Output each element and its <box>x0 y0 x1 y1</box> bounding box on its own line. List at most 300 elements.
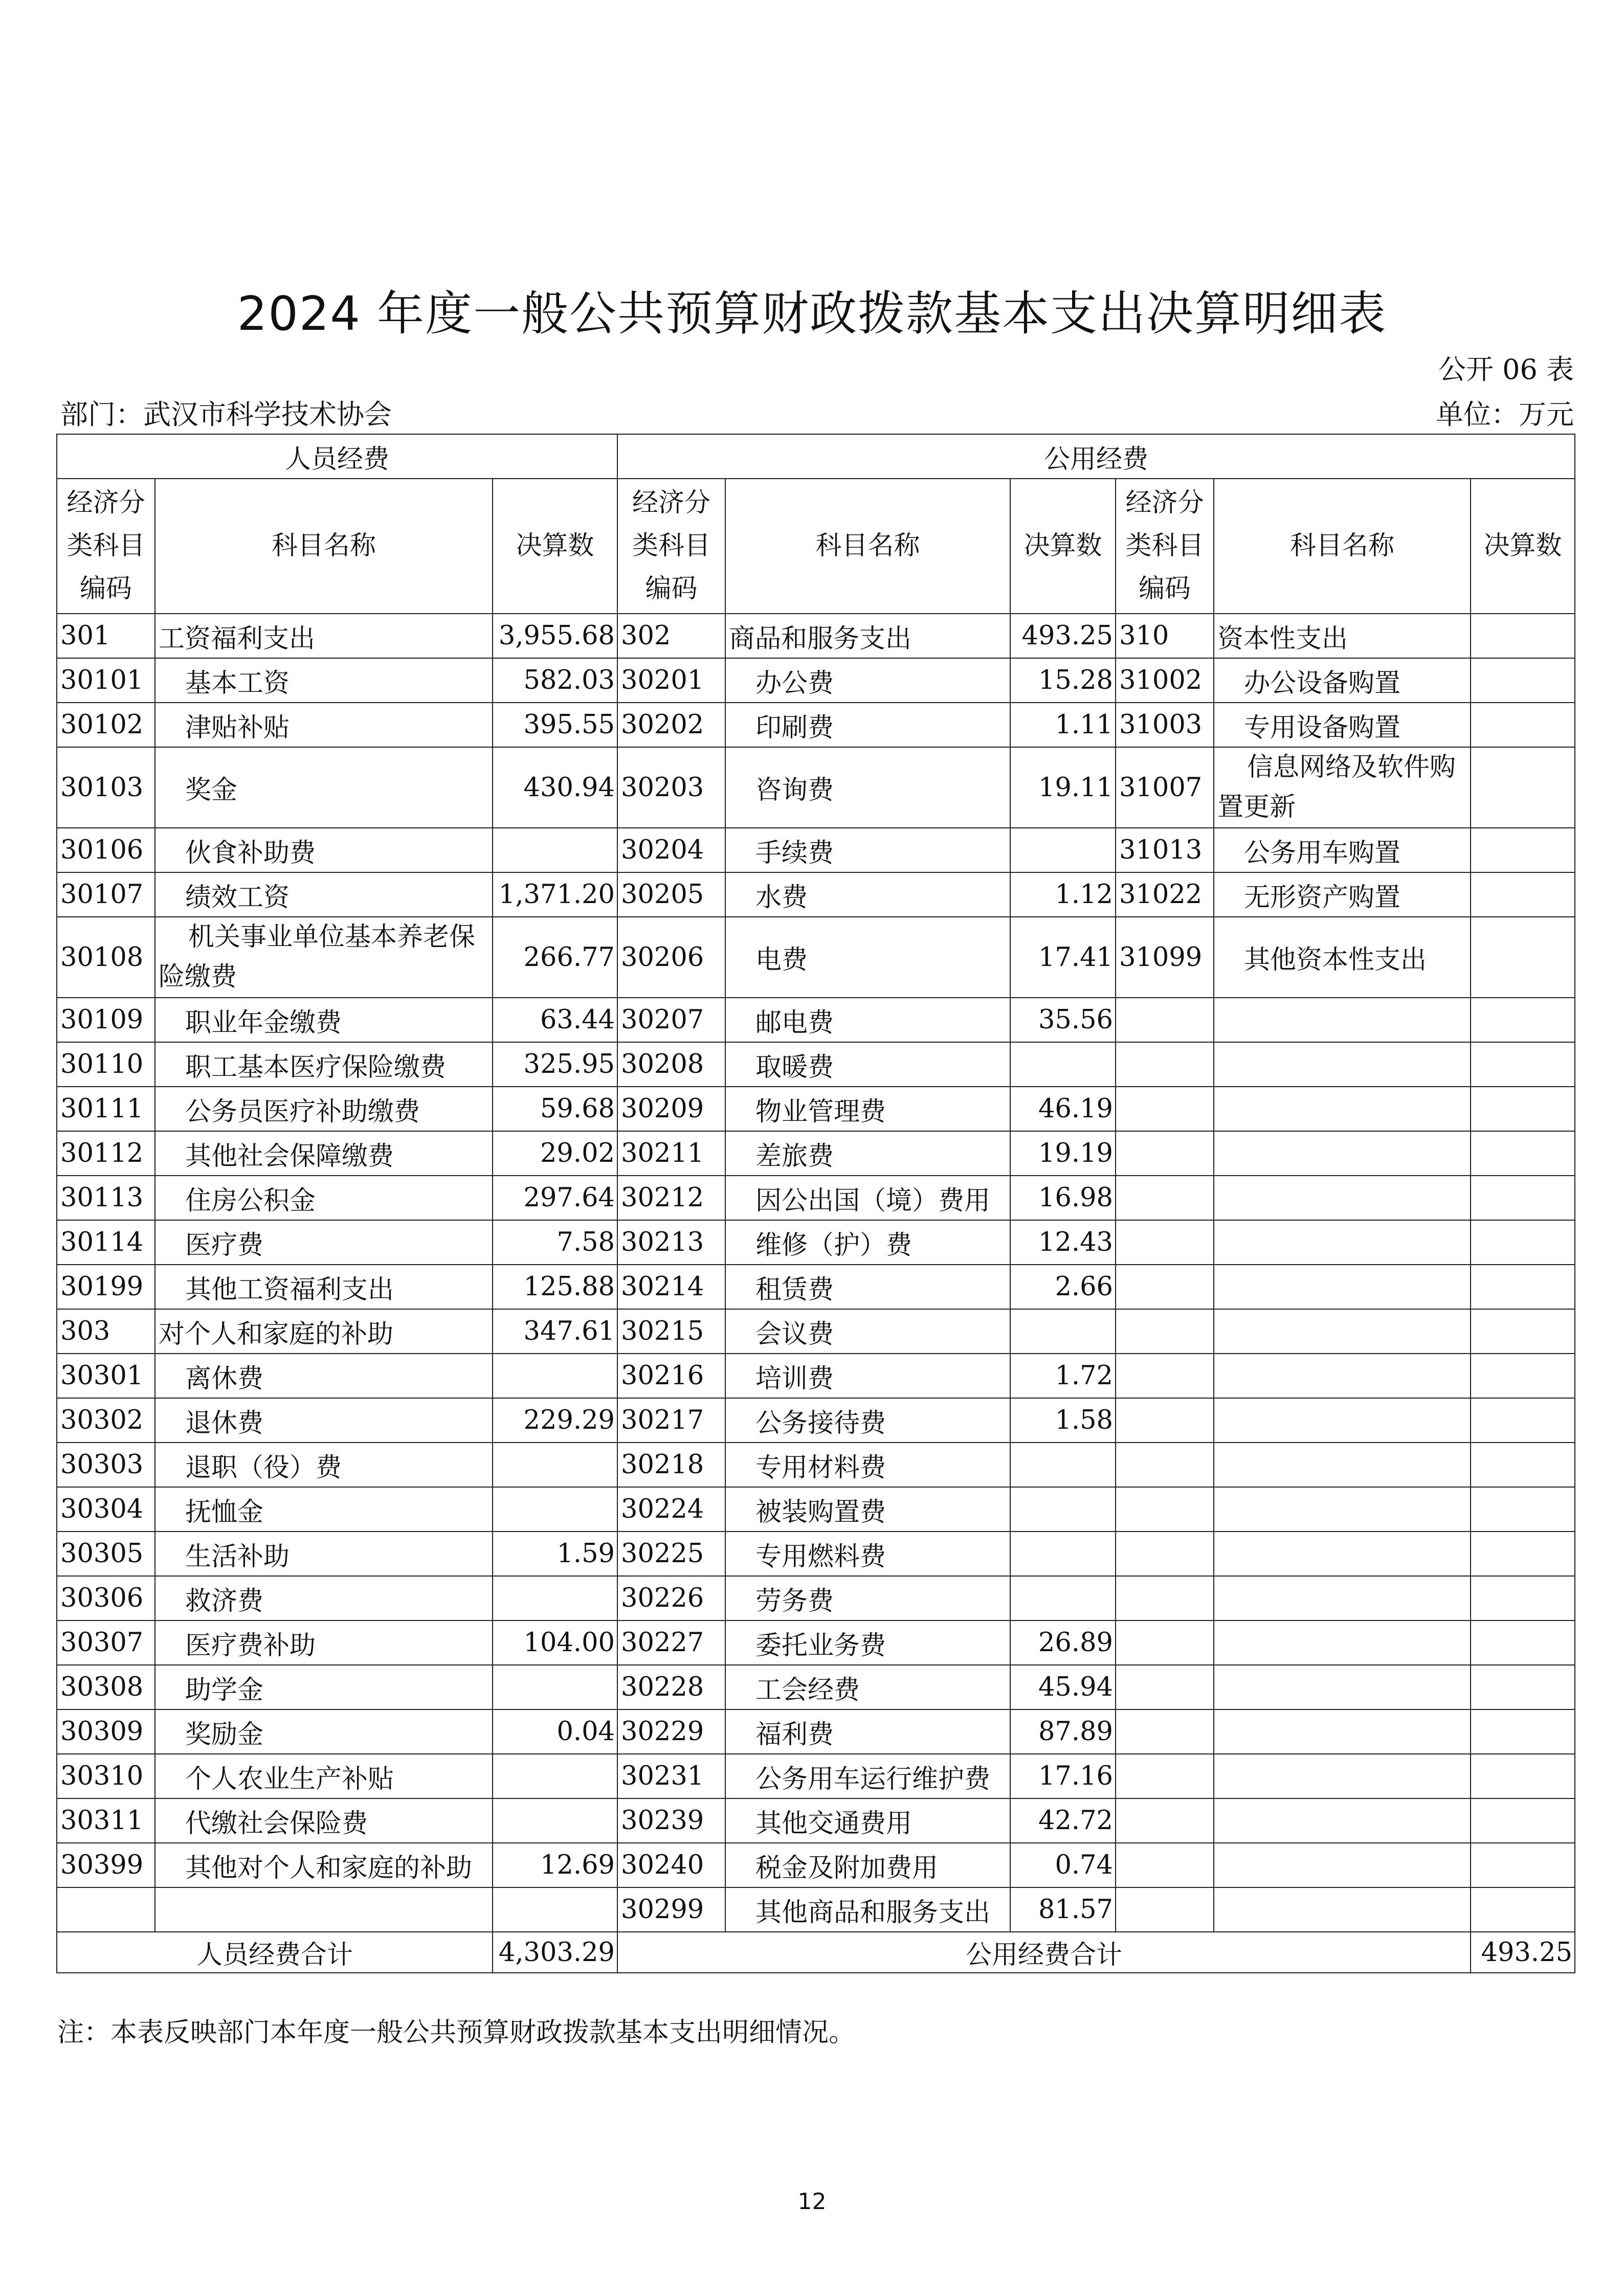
table-code: 公开 06 表 <box>1438 353 1574 386</box>
public-name-cell: 手续费 <box>725 828 1010 872</box>
public-code-cell: 30228 <box>617 1665 725 1709</box>
public-name-cell: 税金及附加费用 <box>725 1843 1010 1887</box>
personnel-amount-cell: 297.64 <box>493 1176 617 1220</box>
capital-name-cell <box>1214 1131 1471 1176</box>
capital-name-cell <box>1214 1443 1471 1487</box>
personnel-name-cell: 退休费 <box>155 1398 493 1443</box>
personnel-amount-cell: 430.94 <box>493 747 617 828</box>
public-amount-cell: 15.28 <box>1010 658 1116 703</box>
public-amount-cell: 19.11 <box>1010 747 1116 828</box>
public-name-cell: 邮电费 <box>725 998 1010 1042</box>
capital-code-cell <box>1116 998 1214 1042</box>
public-amount-cell <box>1010 1487 1116 1532</box>
public-code-cell: 30299 <box>617 1887 725 1932</box>
table-row <box>57 1354 1575 1398</box>
capital-code-cell <box>1116 1265 1214 1309</box>
capital-name-cell <box>1214 1665 1471 1709</box>
header-amount: 决算数 <box>1010 479 1116 614</box>
capital-amount-cell <box>1471 872 1575 917</box>
personnel-name-cell: 机关事业单位基本养老保险缴费 <box>155 917 493 998</box>
capital-name-cell <box>1214 1176 1471 1220</box>
public-name-cell: 物业管理费 <box>725 1087 1010 1131</box>
table-row <box>57 1487 1575 1532</box>
table-note: 注：本表反映部门本年度一般公共预算财政拨款基本支出明细情况。 <box>57 2017 856 2048</box>
table-row <box>57 1665 1575 1709</box>
personnel-code-cell: 30306 <box>57 1576 155 1620</box>
public-amount-cell: 46.19 <box>1010 1087 1116 1131</box>
personnel-code-cell <box>57 1887 155 1932</box>
personnel-name-cell: 抚恤金 <box>155 1487 493 1532</box>
table-row <box>57 658 1575 703</box>
capital-name-cell: 公务用车购置 <box>1214 828 1471 872</box>
personnel-code-cell: 30103 <box>57 747 155 828</box>
personnel-amount-cell: 395.55 <box>493 703 617 747</box>
capital-name-cell: 办公设备购置 <box>1214 658 1471 703</box>
capital-amount-cell <box>1471 1620 1575 1665</box>
capital-amount-cell <box>1471 1887 1575 1932</box>
capital-amount-cell <box>1471 1265 1575 1309</box>
public-code-cell: 30203 <box>617 747 725 828</box>
personnel-amount-cell: 0.04 <box>493 1709 617 1754</box>
capital-name-cell <box>1214 1042 1471 1087</box>
header-code: 经济分类科目编码 <box>57 479 155 614</box>
section-header-row <box>57 434 1575 479</box>
personnel-name-cell: 个人农业生产补贴 <box>155 1754 493 1798</box>
table-row <box>57 1887 1575 1932</box>
personnel-amount-cell <box>493 1887 617 1932</box>
public-name-cell: 水费 <box>725 872 1010 917</box>
public-amount-cell: 35.56 <box>1010 998 1116 1042</box>
table-row <box>57 1176 1575 1220</box>
public-name-cell: 专用燃料费 <box>725 1532 1010 1576</box>
public-code-cell: 30229 <box>617 1709 725 1754</box>
personnel-name-cell: 生活补助 <box>155 1532 493 1576</box>
table-row <box>57 1443 1575 1487</box>
public-amount-cell <box>1010 1309 1116 1354</box>
capital-code-cell: 31099 <box>1116 917 1214 998</box>
public-name-cell: 被装购置费 <box>725 1487 1010 1532</box>
public-amount-cell <box>1010 1443 1116 1487</box>
personnel-name-cell: 基本工资 <box>155 658 493 703</box>
table-row <box>57 1265 1575 1309</box>
capital-code-cell <box>1116 1887 1214 1932</box>
personnel-code-cell: 30102 <box>57 703 155 747</box>
public-code-cell: 30225 <box>617 1532 725 1576</box>
public-amount-cell: 1.72 <box>1010 1354 1116 1398</box>
capital-code-cell <box>1116 1220 1214 1265</box>
public-amount-cell: 16.98 <box>1010 1176 1116 1220</box>
table-row <box>57 1620 1575 1665</box>
capital-name-cell <box>1214 1754 1471 1798</box>
public-name-cell: 公务接待费 <box>725 1398 1010 1443</box>
capital-amount-cell <box>1471 1309 1575 1354</box>
table-row <box>57 1220 1575 1265</box>
capital-name-cell <box>1214 1843 1471 1887</box>
personnel-amount-cell <box>493 1443 617 1487</box>
personnel-name-cell <box>155 1887 493 1932</box>
table-row <box>57 872 1575 917</box>
personnel-name-cell: 职业年金缴费 <box>155 998 493 1042</box>
public-amount-cell: 19.19 <box>1010 1131 1116 1176</box>
public-code-cell: 30208 <box>617 1042 725 1087</box>
personnel-name-cell: 其他社会保障缴费 <box>155 1131 493 1176</box>
capital-amount-cell <box>1471 1087 1575 1131</box>
public-amount-cell: 81.57 <box>1010 1887 1116 1932</box>
capital-name-cell <box>1214 1798 1471 1843</box>
capital-name-cell: 专用设备购置 <box>1214 703 1471 747</box>
expenditure-table <box>56 434 1575 1973</box>
personnel-amount-cell <box>493 1354 617 1398</box>
personnel-name-cell: 对个人和家庭的补助 <box>155 1309 493 1354</box>
personnel-name-cell: 住房公积金 <box>155 1176 493 1220</box>
public-code-cell: 30212 <box>617 1176 725 1220</box>
personnel-name-cell: 离休费 <box>155 1354 493 1398</box>
public-code-cell: 30204 <box>617 828 725 872</box>
capital-code-cell <box>1116 1576 1214 1620</box>
public-amount-cell: 12.43 <box>1010 1220 1116 1265</box>
capital-amount-cell <box>1471 1576 1575 1620</box>
capital-name-cell <box>1214 1532 1471 1576</box>
capital-amount-cell <box>1471 1798 1575 1843</box>
capital-name-cell: 无形资产购置 <box>1214 872 1471 917</box>
public-code-cell: 30216 <box>617 1354 725 1398</box>
capital-name-cell <box>1214 1354 1471 1398</box>
capital-name-cell <box>1214 1887 1471 1932</box>
table-row <box>57 1709 1575 1754</box>
public-code-cell: 30224 <box>617 1487 725 1532</box>
personnel-amount-cell: 12.69 <box>493 1843 617 1887</box>
public-amount-cell: 1.58 <box>1010 1398 1116 1443</box>
header-name: 科目名称 <box>725 479 1010 614</box>
capital-amount-cell <box>1471 1443 1575 1487</box>
public-amount-cell: 87.89 <box>1010 1709 1116 1754</box>
public-amount-cell: 0.74 <box>1010 1843 1116 1887</box>
table-row <box>57 828 1575 872</box>
capital-code-cell <box>1116 1798 1214 1843</box>
capital-code-cell: 31007 <box>1116 747 1214 828</box>
table-row <box>57 1798 1575 1843</box>
table-row <box>57 1576 1575 1620</box>
public-amount-cell <box>1010 1532 1116 1576</box>
personnel-amount-cell: 347.61 <box>493 1309 617 1354</box>
table-row <box>57 1843 1575 1887</box>
personnel-code-cell: 30113 <box>57 1176 155 1220</box>
public-code-cell: 30231 <box>617 1754 725 1798</box>
public-name-cell: 其他商品和服务支出 <box>725 1887 1010 1932</box>
table-row <box>57 1042 1575 1087</box>
personnel-name-cell: 职工基本医疗保险缴费 <box>155 1042 493 1087</box>
personnel-name-cell: 工资福利支出 <box>155 614 493 658</box>
personnel-amount-cell: 582.03 <box>493 658 617 703</box>
public-name-cell: 电费 <box>725 917 1010 998</box>
department-label: 部门：武汉市科学技术协会 <box>60 398 392 431</box>
personnel-code-cell: 30108 <box>57 917 155 998</box>
public-amount-cell <box>1010 1576 1116 1620</box>
personnel-amount-cell: 266.77 <box>493 917 617 998</box>
capital-name-cell: 资本性支出 <box>1214 614 1471 658</box>
public-code-cell: 30218 <box>617 1443 725 1487</box>
personnel-code-cell: 30310 <box>57 1754 155 1798</box>
personnel-code-cell: 30101 <box>57 658 155 703</box>
public-code-cell: 30205 <box>617 872 725 917</box>
public-amount-cell: 42.72 <box>1010 1798 1116 1843</box>
capital-name-cell <box>1214 1487 1471 1532</box>
personnel-amount-cell <box>493 828 617 872</box>
public-name-cell: 会议费 <box>725 1309 1010 1354</box>
personnel-code-cell: 30110 <box>57 1042 155 1087</box>
personnel-code-cell: 30311 <box>57 1798 155 1843</box>
public-name-cell: 差旅费 <box>725 1131 1010 1176</box>
public-name-cell: 专用材料费 <box>725 1443 1010 1487</box>
personnel-code-cell: 30302 <box>57 1398 155 1443</box>
capital-code-cell <box>1116 1042 1214 1087</box>
capital-code-cell <box>1116 1843 1214 1887</box>
totals-row <box>57 1932 1575 1973</box>
table-row <box>57 703 1575 747</box>
personnel-code-cell: 30106 <box>57 828 155 872</box>
column-header-row <box>57 479 1575 614</box>
personnel-code-cell: 30111 <box>57 1087 155 1131</box>
capital-code-cell <box>1116 1398 1214 1443</box>
public-amount-cell <box>1010 1042 1116 1087</box>
public-name-cell: 培训费 <box>725 1354 1010 1398</box>
header-amount: 决算数 <box>1471 479 1575 614</box>
public-name-cell: 劳务费 <box>725 1576 1010 1620</box>
table-row <box>57 614 1575 658</box>
table-row <box>57 1532 1575 1576</box>
public-amount-cell: 1.11 <box>1010 703 1116 747</box>
public-amount-cell: 17.16 <box>1010 1754 1116 1798</box>
page-title: 2024 年度一般公共预算财政拨款基本支出决算明细表 <box>237 286 1387 341</box>
capital-amount-cell <box>1471 998 1575 1042</box>
table-row <box>57 998 1575 1042</box>
personnel-amount-cell: 229.29 <box>493 1398 617 1443</box>
capital-code-cell <box>1116 1087 1214 1131</box>
capital-amount-cell <box>1471 703 1575 747</box>
public-code-cell: 30227 <box>617 1620 725 1665</box>
public-name-cell: 其他交通费用 <box>725 1798 1010 1843</box>
personnel-name-cell: 绩效工资 <box>155 872 493 917</box>
public-amount-cell: 26.89 <box>1010 1620 1116 1665</box>
personnel-name-cell: 退职（役）费 <box>155 1443 493 1487</box>
capital-amount-cell <box>1471 1176 1575 1220</box>
header-amount: 决算数 <box>493 479 617 614</box>
public-total-value: 493.25 <box>1471 1932 1575 1973</box>
personnel-name-cell: 奖励金 <box>155 1709 493 1754</box>
header-name: 科目名称 <box>155 479 493 614</box>
capital-amount-cell <box>1471 1220 1575 1265</box>
personnel-name-cell: 医疗费补助 <box>155 1620 493 1665</box>
public-code-cell: 30206 <box>617 917 725 998</box>
public-code-cell: 30226 <box>617 1576 725 1620</box>
public-code-cell: 30201 <box>617 658 725 703</box>
public-total-label: 公用经费合计 <box>617 1932 1471 1973</box>
capital-code-cell <box>1116 1176 1214 1220</box>
personnel-amount-cell: 63.44 <box>493 998 617 1042</box>
capital-code-cell <box>1116 1620 1214 1665</box>
capital-name-cell: 信息网络及软件购置更新 <box>1214 747 1471 828</box>
personnel-name-cell: 其他对个人和家庭的补助 <box>155 1843 493 1887</box>
capital-amount-cell <box>1471 917 1575 998</box>
public-amount-cell: 493.25 <box>1010 614 1116 658</box>
personnel-amount-cell <box>493 1665 617 1709</box>
personnel-name-cell: 助学金 <box>155 1665 493 1709</box>
capital-name-cell <box>1214 1220 1471 1265</box>
public-amount-cell <box>1010 828 1116 872</box>
personnel-code-cell: 303 <box>57 1309 155 1354</box>
capital-name-cell <box>1214 1309 1471 1354</box>
unit-label: 单位：万元 <box>1436 398 1574 431</box>
personnel-code-cell: 30305 <box>57 1532 155 1576</box>
table-row <box>57 1398 1575 1443</box>
capital-amount-cell <box>1471 1754 1575 1798</box>
capital-name-cell <box>1214 1087 1471 1131</box>
personnel-amount-cell: 1,371.20 <box>493 872 617 917</box>
personnel-amount-cell: 3,955.68 <box>493 614 617 658</box>
capital-code-cell: 310 <box>1116 614 1214 658</box>
capital-amount-cell <box>1471 747 1575 828</box>
personnel-amount-cell <box>493 1487 617 1532</box>
capital-code-cell <box>1116 1354 1214 1398</box>
personnel-code-cell: 30301 <box>57 1354 155 1398</box>
capital-code-cell <box>1116 1309 1214 1354</box>
capital-code-cell <box>1116 1665 1214 1709</box>
capital-amount-cell <box>1471 1398 1575 1443</box>
personnel-name-cell: 奖金 <box>155 747 493 828</box>
personnel-code-cell: 30303 <box>57 1443 155 1487</box>
table-row <box>57 1754 1575 1798</box>
personnel-amount-cell: 59.68 <box>493 1087 617 1131</box>
capital-name-cell <box>1214 1265 1471 1309</box>
personnel-name-cell: 伙食补助费 <box>155 828 493 872</box>
capital-amount-cell <box>1471 1354 1575 1398</box>
personnel-amount-cell: 7.58 <box>493 1220 617 1265</box>
public-name-cell: 印刷费 <box>725 703 1010 747</box>
header-name: 科目名称 <box>1214 479 1471 614</box>
personnel-code-cell: 30307 <box>57 1620 155 1665</box>
table-row <box>57 1309 1575 1354</box>
table-row <box>57 1131 1575 1176</box>
capital-amount-cell <box>1471 1665 1575 1709</box>
public-name-cell: 租赁费 <box>725 1265 1010 1309</box>
capital-code-cell <box>1116 1487 1214 1532</box>
personnel-total-value: 4,303.29 <box>493 1932 617 1973</box>
header-code: 经济分类科目编码 <box>617 479 725 614</box>
personnel-total-label: 人员经费合计 <box>57 1932 493 1973</box>
capital-code-cell: 31002 <box>1116 658 1214 703</box>
public-amount-cell: 45.94 <box>1010 1665 1116 1709</box>
public-code-cell: 30215 <box>617 1309 725 1354</box>
public-name-cell: 福利费 <box>725 1709 1010 1754</box>
capital-name-cell <box>1214 1576 1471 1620</box>
personnel-name-cell: 公务员医疗补助缴费 <box>155 1087 493 1131</box>
public-code-cell: 30217 <box>617 1398 725 1443</box>
capital-amount-cell <box>1471 1042 1575 1087</box>
personnel-code-cell: 30308 <box>57 1665 155 1709</box>
capital-code-cell: 31003 <box>1116 703 1214 747</box>
capital-name-cell <box>1214 1398 1471 1443</box>
public-name-cell: 办公费 <box>725 658 1010 703</box>
personnel-amount-cell: 125.88 <box>493 1265 617 1309</box>
personnel-code-cell: 301 <box>57 614 155 658</box>
personnel-code-cell: 30199 <box>57 1265 155 1309</box>
personnel-name-cell: 其他工资福利支出 <box>155 1265 493 1309</box>
personnel-code-cell: 30399 <box>57 1843 155 1887</box>
personnel-name-cell: 医疗费 <box>155 1220 493 1265</box>
personnel-code-cell: 30114 <box>57 1220 155 1265</box>
table-row <box>57 917 1575 998</box>
personnel-code-cell: 30107 <box>57 872 155 917</box>
personnel-amount-cell <box>493 1754 617 1798</box>
public-name-cell: 因公出国（境）费用 <box>725 1176 1010 1220</box>
personnel-amount-cell: 325.95 <box>493 1042 617 1087</box>
capital-amount-cell <box>1471 1487 1575 1532</box>
public-name-cell: 维修（护）费 <box>725 1220 1010 1265</box>
personnel-amount-cell <box>493 1798 617 1843</box>
public-code-cell: 30211 <box>617 1131 725 1176</box>
capital-code-cell <box>1116 1532 1214 1576</box>
page-number: 12 <box>797 2189 827 2215</box>
capital-amount-cell <box>1471 1843 1575 1887</box>
public-code-cell: 30213 <box>617 1220 725 1265</box>
capital-name-cell: 其他资本性支出 <box>1214 917 1471 998</box>
capital-amount-cell <box>1471 1532 1575 1576</box>
table-row <box>57 747 1575 828</box>
public-code-cell: 30209 <box>617 1087 725 1131</box>
capital-code-cell: 31022 <box>1116 872 1214 917</box>
public-name-cell: 工会经费 <box>725 1665 1010 1709</box>
personnel-amount-cell: 104.00 <box>493 1620 617 1665</box>
capital-code-cell <box>1116 1709 1214 1754</box>
capital-amount-cell <box>1471 614 1575 658</box>
personnel-name-cell: 救济费 <box>155 1576 493 1620</box>
public-name-cell: 委托业务费 <box>725 1620 1010 1665</box>
capital-code-cell: 31013 <box>1116 828 1214 872</box>
capital-amount-cell <box>1471 1131 1575 1176</box>
public-code-cell: 302 <box>617 614 725 658</box>
public-name-cell: 商品和服务支出 <box>725 614 1010 658</box>
capital-code-cell <box>1116 1754 1214 1798</box>
public-amount-cell: 17.41 <box>1010 917 1116 998</box>
public-code-cell: 30202 <box>617 703 725 747</box>
capital-code-cell <box>1116 1443 1214 1487</box>
personnel-amount-cell: 29.02 <box>493 1131 617 1176</box>
public-code-cell: 30239 <box>617 1798 725 1843</box>
personnel-amount-cell: 1.59 <box>493 1532 617 1576</box>
header-code: 经济分类科目编码 <box>1116 479 1214 614</box>
public-code-cell: 30214 <box>617 1265 725 1309</box>
capital-amount-cell <box>1471 658 1575 703</box>
section-personnel: 人员经费 <box>57 434 617 479</box>
capital-amount-cell <box>1471 828 1575 872</box>
personnel-code-cell: 30112 <box>57 1131 155 1176</box>
personnel-code-cell: 30304 <box>57 1487 155 1532</box>
public-name-cell: 取暖费 <box>725 1042 1010 1087</box>
capital-amount-cell <box>1471 1709 1575 1754</box>
capital-name-cell <box>1214 998 1471 1042</box>
personnel-code-cell: 30309 <box>57 1709 155 1754</box>
public-code-cell: 30240 <box>617 1843 725 1887</box>
personnel-name-cell: 津贴补贴 <box>155 703 493 747</box>
capital-name-cell <box>1214 1709 1471 1754</box>
public-code-cell: 30207 <box>617 998 725 1042</box>
public-name-cell: 公务用车运行维护费 <box>725 1754 1010 1798</box>
public-name-cell: 咨询费 <box>725 747 1010 828</box>
public-amount-cell: 2.66 <box>1010 1265 1116 1309</box>
personnel-name-cell: 代缴社会保险费 <box>155 1798 493 1843</box>
public-amount-cell: 1.12 <box>1010 872 1116 917</box>
capital-code-cell <box>1116 1131 1214 1176</box>
